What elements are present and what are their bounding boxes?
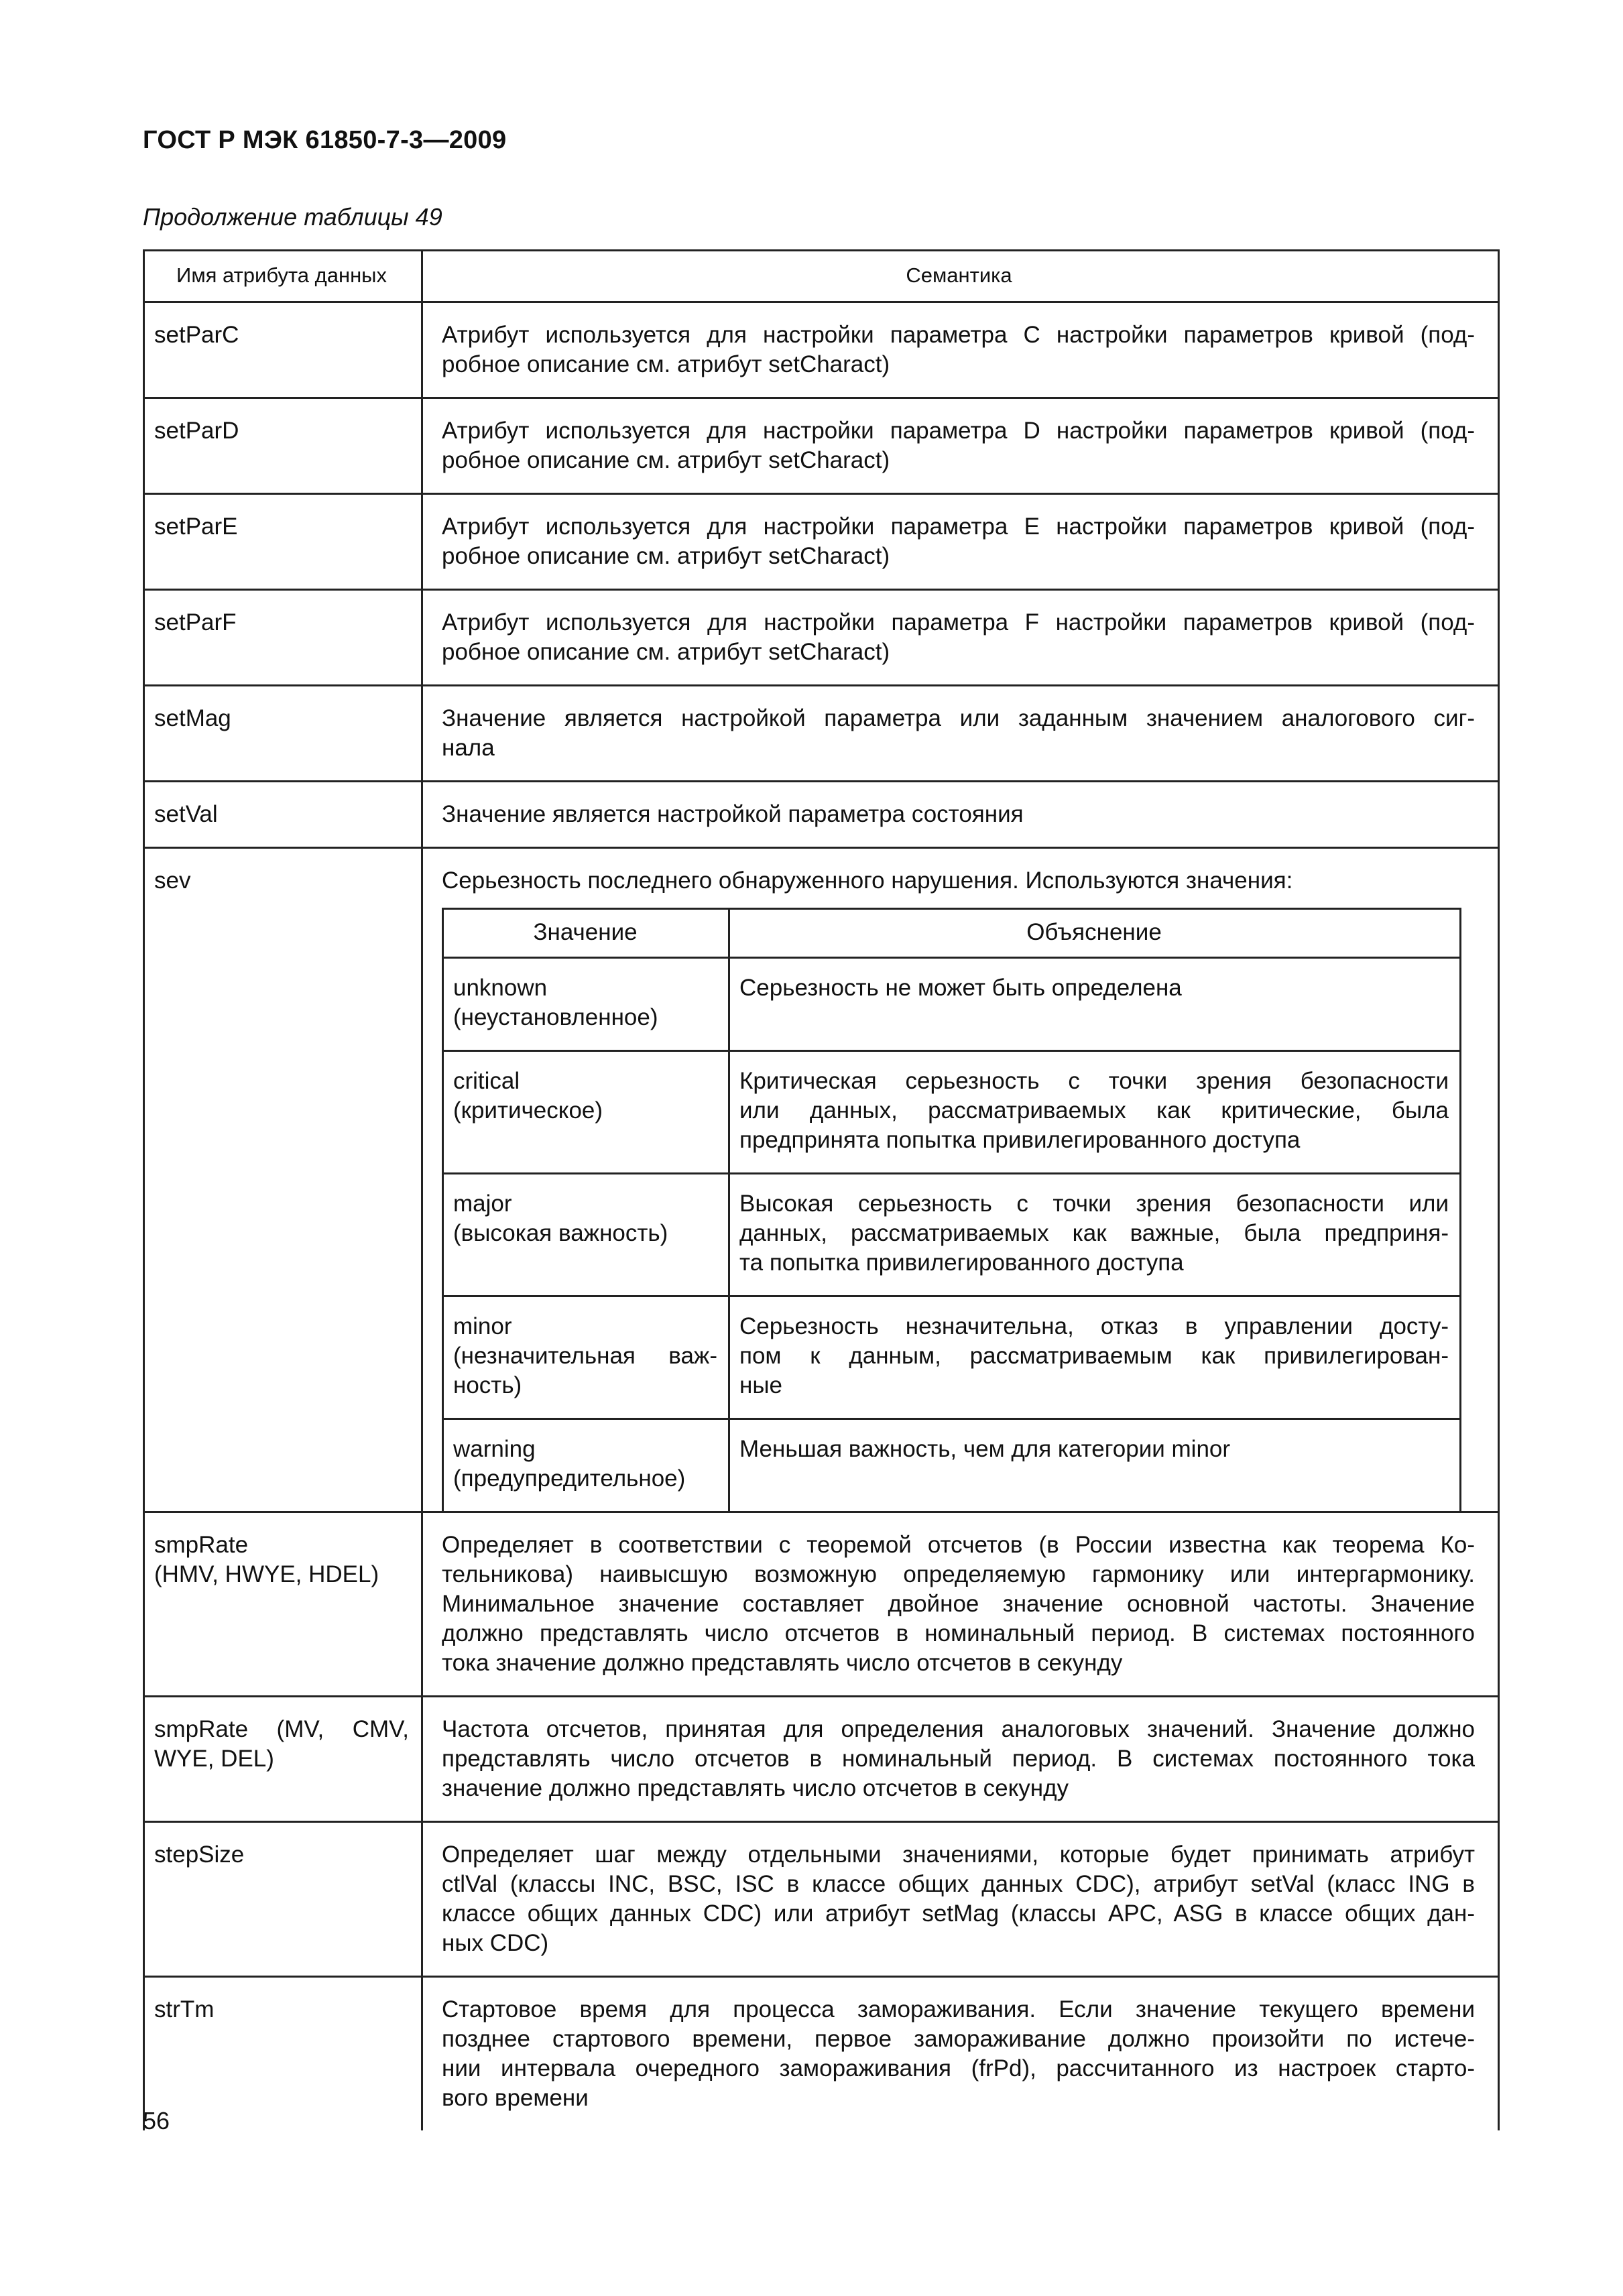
- text-line: minor: [453, 1313, 512, 1339]
- text-line: робное описание см. атрибут setCharact): [442, 351, 890, 377]
- header-explanation: Объяснение: [729, 909, 1461, 958]
- text-line: или данных, рассматриваемых как критические, была: [739, 1097, 1449, 1124]
- attribute-name-cell: [144, 302, 422, 398]
- table-header-row: [144, 251, 1499, 302]
- severity-value-cell: [443, 1419, 729, 1512]
- semantics-cell: [422, 1697, 1499, 1822]
- severity-table: [442, 908, 1461, 1511]
- severity-row: [443, 1174, 1461, 1296]
- text-line: setParD: [154, 418, 239, 444]
- table-caption: Продолжение таблицы 49: [143, 203, 442, 231]
- text-line: major: [453, 1191, 512, 1217]
- severity-explanation-cell: [729, 958, 1461, 1051]
- semantics-cell: [422, 1822, 1499, 1977]
- text-line: Высокая серьезность с точки зрения безопасности или: [739, 1191, 1449, 1217]
- table-row: [144, 686, 1499, 782]
- text-line: Атрибут используется для настройки параметра D настройки параметров кривой (под-: [442, 418, 1475, 444]
- attribute-name-cell: [144, 782, 422, 848]
- text-line: та попытка привилегированного доступа: [739, 1250, 1184, 1276]
- text-line: Значение является настройкой параметра состояния: [442, 801, 1024, 827]
- severity-explanation-cell: [729, 1051, 1461, 1174]
- semantics-intro: Серьезность последнего обнаруженного нарушения. Используются значения:: [442, 867, 1293, 894]
- text-line: Атрибут используется для настройки параметра С настройки параметров кривой (под-: [442, 322, 1475, 348]
- text-line: setParF: [154, 609, 237, 636]
- text-line: тока значение должно представлять число отсчетов в секунду: [442, 1650, 1123, 1676]
- attribute-name-cell: [144, 1977, 422, 2131]
- text-line: нала: [442, 735, 495, 761]
- text-line: setMag: [154, 705, 231, 731]
- severity-row: [443, 958, 1461, 1051]
- text-line: вого времени: [442, 2085, 589, 2111]
- text-line: strTm: [154, 1996, 215, 2022]
- severity-explanation-cell: [729, 1296, 1461, 1419]
- text-line: (критическое): [453, 1097, 603, 1124]
- severity-value-cell: [443, 1296, 729, 1419]
- semantics-cell: [422, 782, 1499, 848]
- text-line: пом к данным, рассматриваемым как привилегирован-: [739, 1343, 1449, 1369]
- text-line: ные: [739, 1372, 782, 1398]
- semantics-cell: [422, 848, 1499, 1512]
- document-title: ГОСТ Р МЭК 61850-7-3—2009: [143, 126, 507, 154]
- header-value: Значение: [443, 909, 729, 958]
- attribute-table: [143, 249, 1500, 2130]
- semantics-cell: [422, 398, 1499, 494]
- semantics-cell: [422, 1512, 1499, 1697]
- text-line: (незначительная важ-: [453, 1343, 717, 1369]
- severity-value-cell: [443, 958, 729, 1051]
- text-line: ных CDC): [442, 1930, 549, 1956]
- text-line: классе общих данных CDC) или атрибут setMag (классы APC, ASG в классе общих дан-: [442, 1900, 1475, 1927]
- table-row: [144, 494, 1499, 590]
- severity-header-row: [443, 909, 1461, 958]
- semantics-cell: [422, 494, 1499, 590]
- semantics-cell: [422, 1977, 1499, 2131]
- header-attribute-name: Имя атрибута данных: [144, 251, 422, 302]
- text-line: smpRate: [154, 1532, 249, 1558]
- attribute-name-cell: [144, 494, 422, 590]
- semantics-cell: [422, 686, 1499, 782]
- text-line: нии интервала очередного замораживания (frPd), рассчитанного из настроек старто-: [442, 2055, 1475, 2081]
- severity-value-cell: [443, 1051, 729, 1174]
- table-row: [144, 848, 1499, 1512]
- text-line: Определяет шаг между отдельными значениями, которые будет принимать атрибут: [442, 1841, 1475, 1868]
- text-line: позднее стартового времени, первое замораживание должно произойти по истече-: [442, 2026, 1475, 2052]
- text-line: unknown: [453, 975, 548, 1001]
- table-row: [144, 1512, 1499, 1697]
- table-row: [144, 398, 1499, 494]
- severity-row: [443, 1051, 1461, 1174]
- text-line: значение должно представлять число отсчетов в секунду: [442, 1775, 1069, 1801]
- attribute-name-cell: [144, 1697, 422, 1822]
- text-line: тельникова) наивысшую возможную определяемую гармонику или интергармонику.: [442, 1561, 1475, 1587]
- text-line: setParC: [154, 322, 239, 348]
- table-row: [144, 1697, 1499, 1822]
- text-line: ность): [453, 1372, 522, 1398]
- table-row: [144, 590, 1499, 686]
- text-line: предпринята попытка привилегированного доступа: [739, 1127, 1301, 1153]
- severity-explanation-cell: [729, 1174, 1461, 1296]
- text-line: sev: [154, 867, 191, 894]
- table-row: [144, 302, 1499, 398]
- attribute-name-cell: [144, 1512, 422, 1697]
- semantics-cell: [422, 590, 1499, 686]
- text-line: setParE: [154, 513, 238, 540]
- text-line: робное описание см. атрибут setCharact): [442, 639, 890, 665]
- severity-row: [443, 1419, 1461, 1512]
- text-line: WYE, DEL): [154, 1746, 274, 1772]
- text-line: Серьезность незначительна, отказ в управлении досту-: [739, 1313, 1449, 1339]
- attribute-name-cell: [144, 848, 422, 1512]
- severity-explanation-cell: [729, 1419, 1461, 1512]
- text-line: робное описание см. атрибут setCharact): [442, 543, 890, 569]
- text-line: Значение является настройкой параметра или заданным значением аналогового сиг-: [442, 705, 1475, 731]
- text-line: critical: [453, 1068, 520, 1094]
- text-line: Критическая серьезность с точки зрения безопасности: [739, 1068, 1449, 1094]
- table-row: [144, 782, 1499, 848]
- table-row: [144, 1977, 1499, 2131]
- text-line: (HMV, HWYE, HDEL): [154, 1561, 379, 1587]
- text-line: робное описание см. атрибут setCharact): [442, 447, 890, 473]
- text-line: Стартовое время для процесса замораживания. Если значение текущего времени: [442, 1996, 1475, 2022]
- text-line: представлять число отсчетов в номинальный период. В системах постоянного тока: [442, 1746, 1475, 1772]
- text-line: Атрибут используется для настройки параметра Е настройки параметров кривой (под-: [442, 513, 1475, 540]
- severity-value-cell: [443, 1174, 729, 1296]
- text-line: smpRate (MV, CMV,: [154, 1716, 409, 1742]
- attribute-name-cell: [144, 590, 422, 686]
- text-line: Атрибут используется для настройки параметра F настройки параметров кривой (под-: [442, 609, 1475, 636]
- table-row: [144, 1822, 1499, 1977]
- severity-row: [443, 1296, 1461, 1419]
- text-line: Минимальное значение составляет двойное значение основной частоты. Значение: [442, 1591, 1475, 1617]
- header-semantics: Семантика: [422, 251, 1499, 302]
- text-line: setVal: [154, 801, 218, 827]
- text-line: ctlVal (классы INC, BSC, ISC в классе общих данных CDC), атрибут setVal (класс ING в: [442, 1871, 1475, 1897]
- page-number: 56: [143, 2107, 170, 2134]
- text-line: (предупредительное): [453, 1465, 686, 1492]
- attribute-name-cell: [144, 686, 422, 782]
- text-line: stepSize: [154, 1841, 245, 1868]
- text-line: данных, рассматриваемых как важные, была предприня-: [739, 1220, 1449, 1246]
- text-line: Частота отсчетов, принятая для определения аналоговых значений. Значение должно: [442, 1716, 1475, 1742]
- text-line: (неустановленное): [453, 1004, 658, 1030]
- semantics-cell: [422, 302, 1499, 398]
- text-line: должно представлять число отсчетов в номинальный период. В системах постоянного: [442, 1620, 1475, 1646]
- text-line: (высокая важность): [453, 1220, 668, 1246]
- text-line: Серьезность не может быть определена: [739, 975, 1182, 1001]
- text-line: Меньшая важность, чем для категории minor: [739, 1436, 1231, 1462]
- text-line: warning: [453, 1436, 536, 1462]
- attribute-name-cell: [144, 1822, 422, 1977]
- attribute-name-cell: [144, 398, 422, 494]
- text-line: Определяет в соответствии с теоремой отсчетов (в России известна как теорема Ко-: [442, 1532, 1475, 1558]
